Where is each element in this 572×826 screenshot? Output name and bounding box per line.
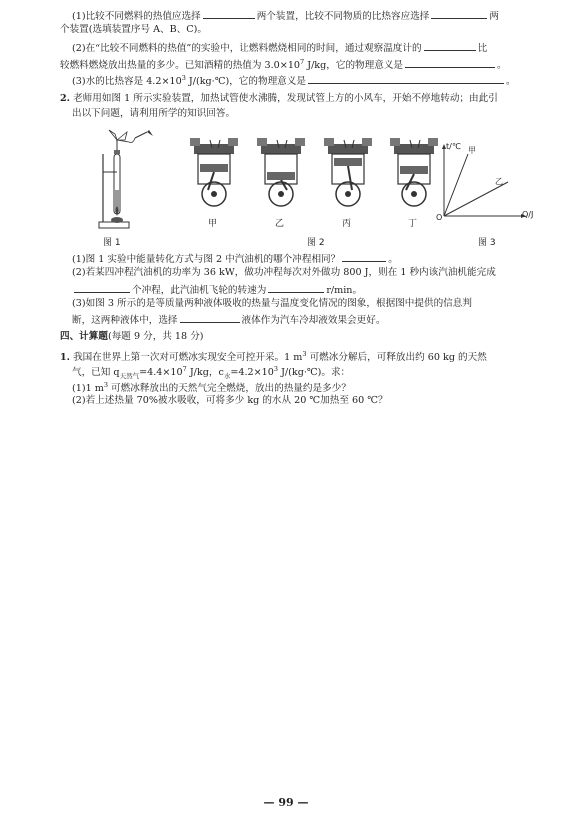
answer-blank[interactable] — [308, 73, 504, 84]
engine-label-jia: 甲 — [208, 219, 218, 229]
engine-diagram-ding — [388, 136, 440, 216]
s4-q1-text4: =4.4×10 — [139, 367, 183, 379]
figure2-label: 图 2 — [307, 238, 325, 248]
answer-blank[interactable] — [424, 40, 476, 51]
q2-part2-line2 — [72, 282, 362, 298]
q1-part3-text2: J/(kg·℃)，它的物理意义是 — [185, 76, 306, 88]
s4-q1-text6: =4.2×10 — [230, 367, 274, 379]
s4-q1-text3: 气，已知 q — [72, 367, 120, 379]
q2-part3-text2: 液体作为汽车冷却液效果会更好。 — [241, 315, 386, 326]
figure1-apparatus — [95, 124, 155, 234]
answer-blank[interactable] — [431, 8, 487, 19]
q1-line1 — [72, 8, 499, 24]
subscript: 水 — [223, 372, 231, 381]
s4-q1-text1: 我国在世界上第一次对可燃冰实现安全可控开采。1 m — [73, 352, 303, 364]
q1-part2-text: (2)在“比较不同燃料的热值”的实验中，让燃料燃烧相同的时间，通过观察温度计的 — [72, 43, 422, 54]
q1-part3-text: (3)水的比热容是 4.2×10 — [72, 76, 182, 88]
answer-blank[interactable] — [203, 8, 255, 19]
q2-part2-line1: (2)若某四冲程汽油机的功率为 36 kW，做功冲程每次对外做功 800 J，则在 1 秒内该汽油机能完成 — [72, 267, 496, 278]
section4-title: 四、计算题 — [60, 331, 108, 342]
engine-label-yi: 乙 — [275, 219, 285, 229]
q2-line2: 出以下问题，请利用所学的知识回答。 — [72, 108, 236, 119]
q1-part1-text2: 两个装置，比较不同物质的比热容应选择 — [256, 11, 430, 22]
figure3-label: 图 3 — [478, 238, 496, 248]
engine-diagram-yi — [255, 136, 307, 216]
q1-line2: 个装置(选填装置序号 A、B、C)。 — [60, 24, 207, 35]
engine-label-ding: 丁 — [408, 219, 418, 229]
exponent: 7 — [182, 365, 187, 373]
q1-part1-text3: 两 — [489, 11, 499, 22]
graph-x-label: Q/J — [522, 210, 534, 219]
answer-blank[interactable] — [405, 57, 495, 68]
page-number: — 99 — — [263, 796, 309, 809]
s4-q1-text7: J/(kg·℃)。求： — [278, 367, 351, 379]
q2-part3-line2 — [72, 312, 385, 328]
q2-stem: 老师用如图 1 所示实验装置，加热试管使水沸腾，发现试管上方的小风车，开始不停地转动；由此引 — [73, 93, 498, 104]
answer-blank[interactable] — [180, 312, 240, 323]
question-number: 1. — [60, 352, 71, 364]
q2-part3-line1: (3)如图 3 所示的是等质量两种液体吸收的热量与温度变化情况的图象，根据图中提供的信息判 — [72, 298, 472, 309]
exponent: 3 — [273, 365, 279, 373]
engine-diagram-bing — [322, 136, 374, 216]
q1-line5 — [72, 71, 516, 89]
answer-blank[interactable] — [74, 282, 130, 293]
q1-line3 — [72, 40, 487, 56]
q2-part1 — [72, 251, 398, 267]
section4-heading — [60, 330, 204, 344]
s4-q1-part2: (2)若上述热量 70%被水吸收，可将多少 kg 的水从 20 ℃加热至 60 ℃？ — [72, 395, 388, 406]
exponent: 3 — [181, 74, 186, 82]
q2-line1 — [60, 92, 498, 106]
question-number: 2. — [60, 93, 71, 104]
q1-part2-text4: J/kg，它的物理意义是 — [304, 60, 404, 72]
q2-part1-text: (1)图 1 实验中能量转化方式与图 2 中汽油机的哪个冲程相同？ — [72, 254, 341, 265]
engine-diagram-jia — [188, 136, 240, 216]
exponent: 3 — [103, 381, 108, 389]
s4-q1-part1-text2: 可燃冰释放出的天然气完全燃烧，放出的热量约是多少？ — [107, 383, 351, 395]
graph-origin: O — [436, 213, 443, 222]
q1-part2-text2: 比 — [477, 43, 488, 54]
q1-part2-text3: 较燃料燃烧放出热量的多少。已知酒精的热值为 3.0×10 — [60, 60, 301, 72]
answer-blank[interactable] — [268, 282, 324, 293]
exponent: 7 — [300, 58, 305, 66]
subscript: 天然气 — [119, 372, 140, 381]
q2-part3-text: 断，这两种液体中，选择 — [72, 315, 178, 326]
punct: 。 — [505, 76, 516, 88]
engine-label-bing: 丙 — [342, 219, 352, 229]
graph-y-label: t/℃ — [446, 142, 461, 151]
punct: 。 — [388, 254, 398, 265]
s4-q1-text5: J/kg，c — [186, 367, 224, 379]
q2-part2-unit: r/min。 — [326, 285, 363, 296]
q2-part2-text: 个冲程，此汽油机飞轮的转速为 — [132, 285, 267, 296]
q1-part1-text: (1)比较不同燃料的热值应选择 — [72, 11, 201, 22]
section4-note: (每题 9 分，共 18 分) — [107, 331, 204, 342]
s4-q1-text2: 可燃冰分解后，可释放出约 60 kg 的天然 — [306, 352, 487, 364]
graph-series-yi: 乙 — [495, 177, 503, 186]
exponent: 3 — [302, 350, 307, 358]
graph-series-jia: 甲 — [468, 146, 476, 155]
figure3-graph — [438, 142, 528, 222]
punct: 。 — [497, 60, 507, 72]
s4-q1-part1-text: (1)1 m — [72, 383, 104, 395]
figure1-label: 图 1 — [103, 238, 121, 248]
answer-blank[interactable] — [342, 251, 386, 262]
